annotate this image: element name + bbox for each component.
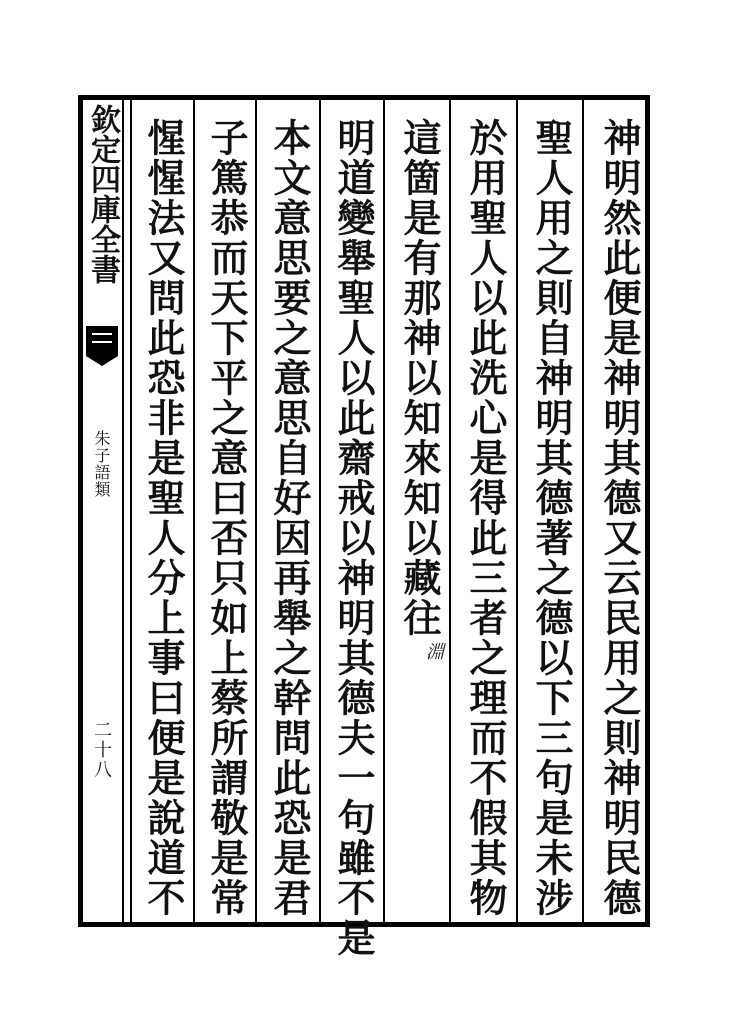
margin-rule [130,100,132,922]
column-divider [449,100,451,922]
text-column: 這箇是有那神以知來知以藏往 [397,118,442,638]
text-column: 神明然此便是神明其德又云民用之則神明民德 [597,118,642,918]
text-column: 子篤恭而天下平之意曰否只如上蔡所謂敬是常 [204,118,249,918]
text-column: 惺惺法又問此恐非是聖人分上事曰便是說道不 [141,118,186,918]
column-divider [319,100,321,922]
column-divider [582,100,584,922]
column-divider [383,100,385,922]
text-column: 明道變舉聖人以此齋戒以神明其德夫一句雖不是 [331,118,376,958]
column-divider [516,100,518,922]
text-column: 聖人用之則自神明其德著之德以下三句是未涉 [529,118,574,918]
text-column: 本文意思要之意思自好因再舉之幹問此恐是君 [267,118,312,918]
book-title: 欽定四庫全書 [85,104,120,284]
column-divider [255,100,257,922]
margin-inner-rule [122,100,124,922]
annotation-note: 淵 [423,642,444,662]
text-column: 於用聖人以此洗心是得此三者之理而不假其物 [463,118,508,918]
column-divider [193,100,195,922]
page-number: 二十八 [91,720,112,780]
volume-title: 朱子語類 [92,430,111,498]
fish-tail-mark-icon [84,322,120,366]
